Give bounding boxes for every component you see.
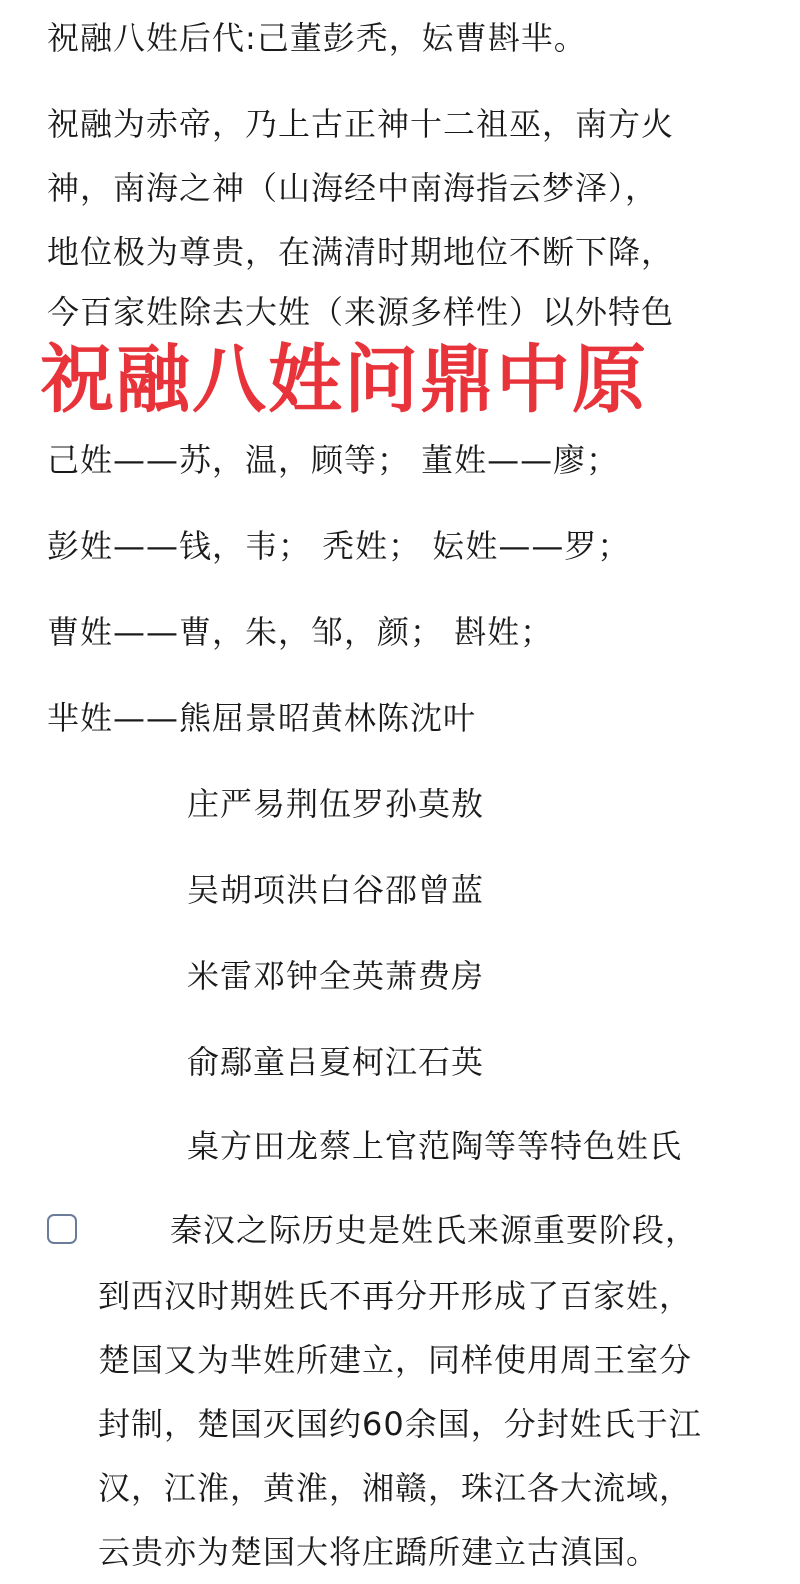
surname-row: 曹姓——曹，朱，邹，颜； 斟姓； <box>47 613 554 651</box>
note-line: 秦汉之际历史是姓氏来源重要阶段， <box>170 1211 699 1249</box>
note-line: 云贵亦为楚国大将庄蹻所建立古滇国。 <box>98 1533 660 1571</box>
surname-row: 芈姓——熊屈景昭黄林陈沈叶 <box>47 699 477 737</box>
note-line: 楚国又为芈姓所建立，同样使用周王室分 <box>98 1341 693 1379</box>
surname-row: 米雷邓钟全英萧费房 <box>187 957 485 995</box>
banner-title: 祝融八姓问鼎中原 <box>40 337 648 423</box>
intro-line: 祝融八姓后代:己董彭秃，妘曹斟芈。 <box>47 19 587 57</box>
intro-line: 今百家姓除去大姓（来源多样性）以外特色 <box>47 293 675 331</box>
todo-checkbox[interactable] <box>47 1214 77 1244</box>
intro-line: 祝融为赤帝，乃上古正神十二祖巫，南方火 <box>47 105 675 143</box>
surname-row: 彭姓——钱，韦； 秃姓； 妘姓——罗； <box>47 527 631 565</box>
surname-row: 己姓——苏，温，顾等； 董姓——廖； <box>47 441 620 479</box>
note-line: 到西汉时期姓氏不再分开形成了百家姓， <box>98 1277 693 1315</box>
note-line: 封制，楚国灭国约60余国，分封姓氏于江 <box>98 1405 702 1443</box>
surname-row: 吴胡项洪白谷邵曾蓝 <box>187 871 485 909</box>
surname-row: 庄严易荆伍罗孙莫敖 <box>187 785 485 823</box>
intro-line: 神，南海之神（山海经中南海指云梦泽）， <box>47 169 659 207</box>
surname-row: 桌方田龙蔡上官范陶等等特色姓氏 <box>187 1127 683 1165</box>
note-line: 汉，江淮，黄淮，湘赣，珠江各大流域， <box>98 1469 693 1507</box>
intro-line: 地位极为尊贵，在满清时期地位不断下降， <box>47 233 675 271</box>
surname-row: 俞鄢童吕夏柯江石英 <box>187 1043 485 1081</box>
